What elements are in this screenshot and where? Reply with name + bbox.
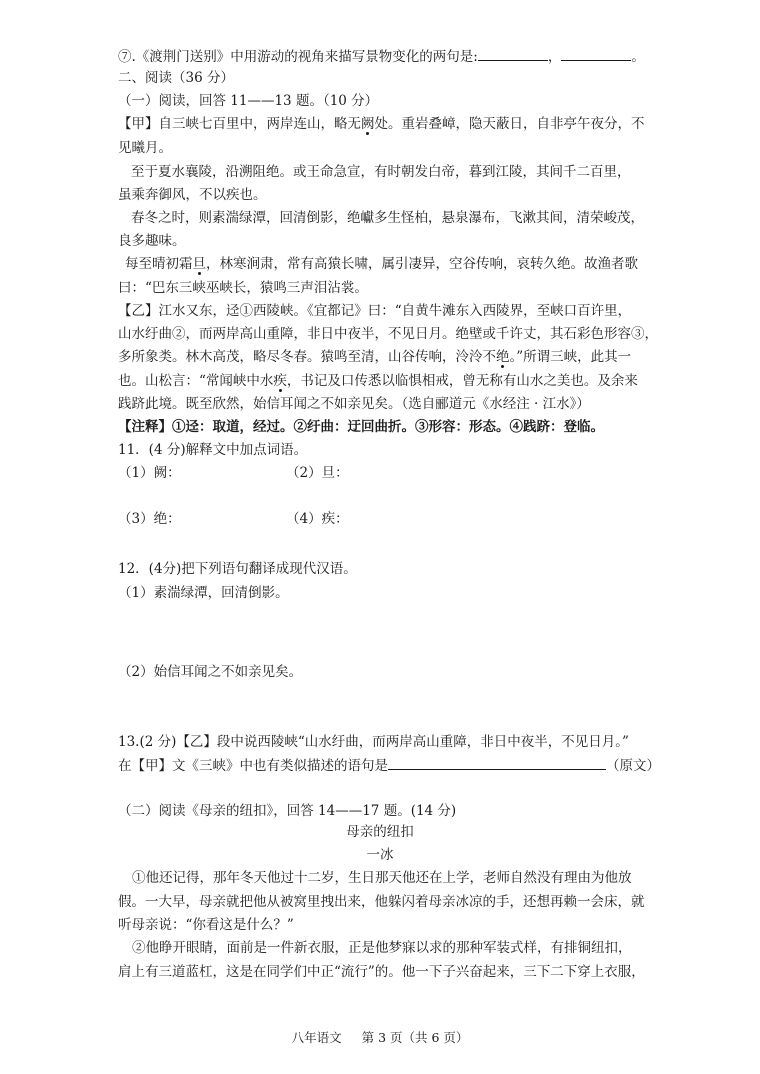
yi-line-4 [118, 371, 638, 391]
q11-title: 11．(4 分)解释文中加点词语。 [118, 442, 308, 458]
jia-line-5: 春冬之时，则素湍绿潭，回清倒影，绝巘多生怪柏，悬泉瀑布，飞漱其间，清荣峻茂， [131, 210, 644, 226]
q10-blank-2[interactable] [561, 46, 631, 61]
reading2-intro: （二）阅读《母亲的纽扣》，回答 14——17 题。(14 分) [118, 803, 457, 819]
article-title: 母亲的纽扣 [346, 824, 414, 840]
dotted-word-dan: 旦 [192, 256, 206, 272]
yi-line-3a: 多所象类。林木高茂，略尽冬春。猿鸣至清，山谷传响，泠泠不 [118, 349, 496, 365]
q10-blank-1[interactable] [478, 46, 548, 61]
jia-line-2: 见曦月。 [118, 140, 172, 156]
jia-line-8: 曰：“巴东三峡巫峡长，猿鸣三声泪沾裳。 [118, 280, 368, 296]
dotted-word-que: 阙 [361, 116, 375, 132]
q11-item-3: （3）绝： [118, 511, 181, 527]
section2-title: 二、阅读（36 分） [118, 70, 234, 86]
q12-title: 12．(4分)把下列语句翻译成现代汉语。 [118, 561, 357, 577]
jia-line-7 [125, 254, 638, 274]
q12-item-1: （1）素湍绿潭，回清倒影。 [118, 585, 289, 601]
q13-prompt: 在【甲】文《三峡》中也有类似描述的语句是 [118, 758, 388, 774]
jia-line-6: 良多趣味。 [118, 233, 186, 249]
yi-line-2: 山水纡曲②，而两岸高山重障，非日中夜半，不见日月。绝壁或千许丈，其石彩色形容③， [118, 326, 658, 342]
jia-line-4: 虽乘奔御风，不以疾也。 [118, 187, 267, 203]
jia-line-1b: 处。重岩叠嶂，隐天蔽日，自非亭午夜分，不 [374, 116, 645, 132]
q11-item-2: （2）旦： [286, 465, 349, 481]
q13-suffix: （原文） [606, 758, 660, 774]
jia-line-7a: 每至晴初霜 [125, 256, 193, 272]
p1-line-3: 听母亲说：“你看这是什么？” [118, 917, 294, 933]
yi-line-5: 践跻此境。既至欣然，始信耳闻之不如亲见矣。（选自郦道元《水经注 · 江水》） [118, 396, 590, 412]
yi-line-4b: ，书记及口传悉以临惧相戒，曾无称有山水之美也。及余来 [286, 373, 638, 389]
reading1-intro: （一）阅读，回答 11——13 题。（10 分） [118, 93, 379, 109]
yi-line-4a: 也。山松言：“常闻峡中水 [118, 373, 274, 389]
jia-line-1a: 【甲】自三峡七百里中，两岸连山，略无 [118, 116, 361, 132]
p1-line-2: 假。一大早，母亲就把他从被窝里拽出来，他躲闪着母亲冰凉的手，还想再赖一会床，就 [118, 894, 645, 910]
q12-item-2: （2）始信耳闻之不如亲见矣。 [118, 664, 303, 680]
q10-text: ⑦.《渡荆门送别》中用游动的视角来描写景物变化的两句是: [118, 49, 478, 65]
jia-line-3: 至于夏水襄陵，沿溯阻绝。或王命急宣，有时朝发白帝，暮到江陵，其间千二百里， [131, 164, 631, 180]
q10-line [118, 46, 645, 67]
p1-line-1: ①他还记得，那年冬天他过十二岁，生日那天他还在上学，老师自然没有理由为他放 [132, 870, 632, 886]
jia-line-1 [118, 114, 645, 134]
page-footer [0, 1028, 760, 1046]
q10-sep: ， [547, 49, 562, 65]
p2-line-1: ②他睁开眼睛，面前是一件新衣服，正是他梦寐以求的那种军装式样，有排铜纽扣， [132, 940, 632, 956]
footer-page-number: 第 3 页（共 6 页） [361, 1030, 469, 1045]
annotation-note: 【注释】①迳：取道，经过。②纡曲：迂回曲折。③形容：形态。④践跻：登临。 [118, 419, 604, 435]
yi-line-3 [118, 347, 631, 367]
jia-line-7b: ，林寒涧肃，常有高猿长啸，属引凄异，空谷传响，哀转久绝。故渔者歌 [206, 256, 638, 272]
p2-line-2: 肩上有三道蓝杠，这是在同学们中正“流行”的。他一下子兴奋起来，三下二下穿上衣服， [118, 964, 645, 980]
footer-subject: 八年语文 [291, 1030, 342, 1045]
article-author: 一冰 [366, 847, 394, 863]
q13-line-1: 13.(2 分)【乙】段中说西陵峡“山水纡曲，而两岸高山重障，非日中夜半，不见日月。” [118, 734, 629, 750]
q10-end: 。 [631, 49, 645, 65]
dotted-word-jue: 绝 [496, 349, 510, 365]
q13-line-2 [118, 755, 660, 776]
q11-item-1: （1）阙： [118, 465, 181, 481]
dotted-word-ji: 疾 [273, 373, 287, 389]
q11-item-4: （4）疾： [286, 511, 349, 527]
yi-line-3b: 。”所谓三峡，此其一 [509, 349, 632, 365]
yi-line-1: 【乙】江水又东，迳①西陵峡。《宜都记》曰：“自黄牛滩东入西陵界，至峡口百许里， [118, 303, 632, 319]
q13-answer-blank[interactable] [388, 755, 606, 770]
